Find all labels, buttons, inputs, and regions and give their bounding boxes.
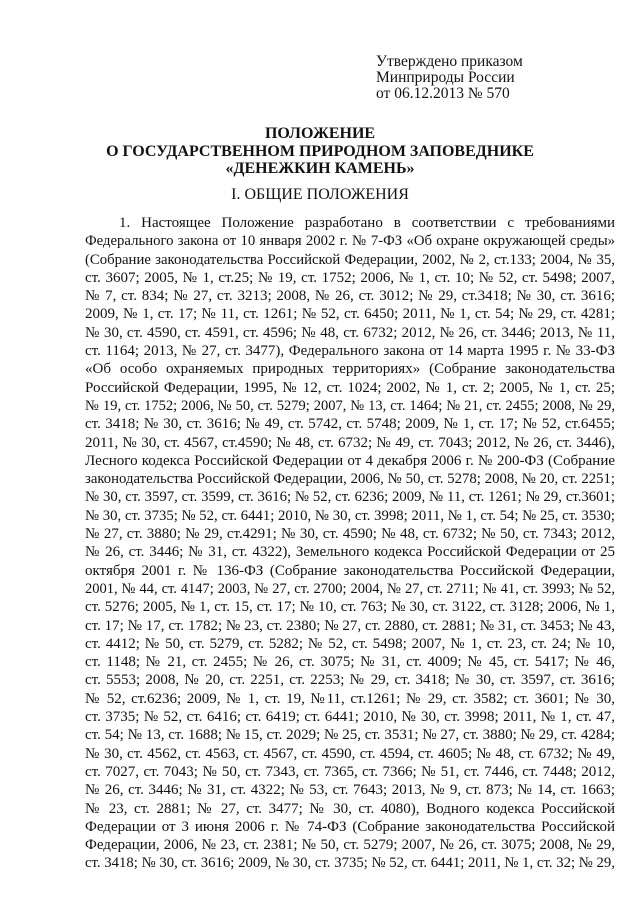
body-line: законодательства Российской Федерации, 2006, № 50, ст. 5278; 2008, № 20, ст. 2251; — [85, 471, 615, 488]
body-line: октября 2001 г. № 136-ФЗ (Собрание законодательства Российской Федерации, — [85, 562, 615, 579]
body-line: ст. 3418; № 30, ст. 3616; № 49, ст. 5742, ст. 5748; 2009, № 1, ст. 17; № 52, ст.6455; — [85, 416, 615, 433]
body-line: ст. 1148; № 21, ст. 2455; № 26, ст. 3075; № 31, ст. 4009; № 45, ст. 5417; № 46, — [85, 654, 615, 671]
body-line: № 26, ст. 3446; № 31, ст. 4322; № 53, ст. 7643; 2013, № 9, ст. 873; № 14, ст. 1663; — [85, 782, 615, 799]
body-line: № 23, ст. 2881; № 27, ст. 3477; № 30, ст. 4080), Водного кодекса Российской — [85, 800, 615, 817]
title-line: «ДЕНЕЖКИН КАМЕНЬ» — [225, 160, 415, 177]
document-title — [0, 125, 640, 178]
approval-line: Минприроды России — [376, 69, 515, 86]
body-line: № 30, ст. 4590, ст. 4591, ст. 4596; № 48, ст. 6732; 2012, № 26, ст. 3446; 2013, № 11, — [85, 324, 615, 341]
approval-stamp — [376, 54, 606, 102]
body-line: ст. 4412; № 50, ст. 5279, ст. 5282; № 52, ст. 5498; 2007, № 1, ст. 23, ст. 24; № 10, — [85, 635, 615, 652]
body-line: ст. 5553; 2008, № 20, ст. 2251, ст. 2253; № 29, ст. 3418; № 30, ст. 3597, ст. 3616; — [85, 672, 615, 689]
body-line: Федерации от 3 июня 2006 г. № 74-ФЗ (Собрание законодательства Российской — [85, 818, 615, 835]
body-line: «Об особо охраняемых природных территориях» (Собрание законодательства — [85, 361, 615, 378]
body-line: № 7, ст. 834; № 27, ст. 3213; 2008, № 26, ст. 3012; № 29, ст.3418; № 30, ст. 3616; — [85, 288, 615, 305]
body-line: ст. 54; № 13, ст. 1688; № 15, ст. 2029; № 25, ст. 3531; № 27, ст. 3880; № 29, ст. 4284; — [85, 727, 615, 744]
body-line: ст. 3607; 2005, № 1, ст.25; № 19, ст. 1752; 2006, № 1, ст. 10; № 52, ст. 5498; 2007, — [85, 269, 615, 286]
body-line: 1. Настоящее Положение разработано в соответствии с требованиями — [119, 215, 615, 231]
title-line: ПОЛОЖЕНИЕ — [264, 125, 376, 142]
body-line: № 30, ст. 4562, ст. 4563, ст. 4567, ст. 4590, ст. 4594, ст. 4605; № 48, ст. 6732; № 49, — [85, 745, 615, 762]
body-line: 2001, № 44, ст. 4147; 2003, № 27, ст. 2700; 2004, № 27, ст. 2711; № 41, ст. 3993; № 52, — [85, 580, 615, 597]
body-line: ст. 3735; № 52, ст. 6416; ст. 6419; ст. 6441; 2010, № 30, ст. 3998; 2011, № 1, ст. 47, — [85, 709, 615, 726]
body-line: № 30, ст. 3735; № 52, ст. 6441; 2010, № 30, ст. 3998; 2011, № 1, ст. 54; № 25, ст. 3530; — [85, 507, 615, 524]
body-text — [85, 214, 615, 873]
body-line: № 26, ст. 3446; № 31, ст. 4322), Земельного кодекса Российской Федерации от 25 — [85, 544, 615, 561]
approval-line: Утверждено приказом — [376, 53, 523, 70]
body-line: № 19, ст. 1752; 2006, № 50, ст. 5279; 2007, № 13, ст. 1464; № 21, ст. 2455; 2008, № 29, — [85, 397, 615, 414]
body-line: Лесного кодекса Российской Федерации от 4 декабря 2006 г. № 200-ФЗ (Собрание — [85, 452, 615, 469]
body-line: № 27, ст. 3880; № 29, ст.4291; № 30, ст. 4590; № 48, ст. 6732; № 50, ст. 7343; 2012, — [85, 526, 615, 543]
body-line: Федерального закона от 10 января 2002 г. № 7-ФЗ «Об охране окружающей среды» — [85, 233, 615, 250]
body-line: № 30, ст. 3597, ст. 3599, ст. 3616; № 52, ст. 6236; 2009, № 11, ст. 1261; № 29, ст.3601; — [85, 489, 615, 506]
title-line: О ГОСУДАРСТВЕННОМ ПРИРОДНОМ ЗАПОВЕДНИКЕ — [106, 142, 534, 160]
body-line: ст. 5276; 2005, № 1, ст. 15, ст. 17; № 10, ст. 763; № 30, ст. 3122, ст. 3128; 2006, № 1, — [85, 599, 615, 616]
body-line: ст. 3418; № 30, ст. 3616; 2009, № 30, ст. 3735; № 52, ст. 6441; 2011, № 1, ст. 32; № 29, — [85, 855, 615, 872]
body-line: (Собрание законодательства Российской Федерации, 2002, № 2, ст.133; 2004, № 35, — [85, 251, 615, 268]
body-line: ст. 7027, ст. 7043; № 50, ст. 7343, ст. 7365, ст. 7366; № 51, ст. 7446, ст. 7448; 2012, — [85, 763, 615, 780]
body-line: 2011, № 30, ст. 4567, ст.4590; № 48, ст. 6732; № 49, ст. 7043; 2012, № 26, ст. 3446), — [85, 434, 615, 451]
body-line: № 52, ст.6236; 2009, № 1, ст. 19, №11, ст.1261; № 29, ст. 3582; ст. 3601; № 30, — [85, 690, 615, 707]
approval-line: от 06.12.2013 № 570 — [376, 85, 510, 102]
body-line: ст. 1164; 2013, № 27, ст. 3477), Федерального закона от 14 марта 1995 г. № 33-ФЗ — [85, 343, 615, 360]
body-line: Российской Федерации, 1995, № 12, ст. 1024; 2002, № 1, ст. 2; 2005, № 1, ст. 25; — [85, 379, 615, 396]
body-line: Федерации, 2006, № 23, ст. 2381; № 50, ст. 5279; 2007, № 26, ст. 3075; 2008, № 29, — [85, 837, 615, 854]
body-line: ст. 17; № 17, ст. 1782; № 23, ст. 2380; № 27, ст. 2880, ст. 2881; № 31, ст. 3453; № 43, — [85, 617, 615, 634]
section-heading: I. ОБЩИЕ ПОЛОЖЕНИЯ — [231, 186, 409, 203]
body-line: 2009, № 1, ст. 17; № 11, ст. 1261; № 52, ст. 6450; 2011, № 1, ст. 54; № 29, ст. 4281; — [85, 306, 615, 323]
